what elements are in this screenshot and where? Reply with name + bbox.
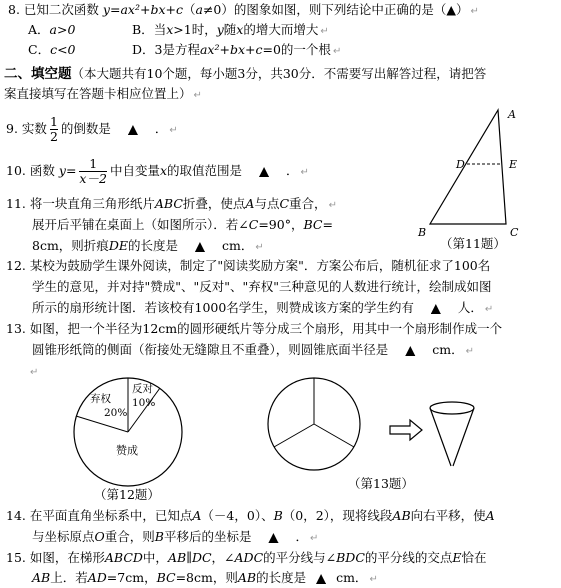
q15-line2: AB上．若AD=7cm，BC=8cm，则AB的长度是 ▲ cm． ↵ — [32, 570, 378, 585]
label-a: A — [508, 108, 516, 121]
answer-mark: ▲ — [195, 238, 205, 253]
slice-oppose-label: 反对 — [132, 383, 153, 395]
q13-line2: 圆锥形纸筒的侧面（衔接处无缝隙且不重叠），则圆锥底面半径是 ▲ cm． ↵ — [32, 342, 475, 357]
label-d: D — [456, 158, 465, 171]
label-b: B — [418, 226, 427, 239]
q9-stem: 9. 实数 $\frac{1}{2}$ 的倒数是 ▲ ． ↵ — [6, 114, 178, 144]
cone-rim — [430, 402, 474, 414]
label-c: C — [510, 226, 519, 239]
q12-line2: 学生的意见，并对持"赞成"、"反对"、"弃权"三种意见的人数进行统计，绘制成如图 — [32, 279, 492, 294]
q15-line1: 15. 如图，在梯形ABCD中，AB∥DC，∠ADC的平分线与∠BDC的平分线的交点E恰在 — [6, 550, 487, 565]
figure-13 — [266, 376, 496, 476]
figure-13-caption: （第13题） — [348, 476, 414, 491]
figure-11-caption: （第11题） — [440, 236, 506, 251]
answer-mark: ▲ — [431, 300, 441, 315]
arrow-right-icon — [390, 420, 422, 440]
q12-line3: 所示的扇形统计图．若该校有1000名学生，则赞成该方案的学生约有 ▲ 人． ↵ — [32, 300, 494, 315]
q8-option-d: D．3是方程ax²+bx+c=0的一个根 ↵ — [132, 42, 342, 57]
q8-option-a: A．a>0 — [28, 22, 76, 37]
q11-line1: 11. 将一块直角三角形纸片ABC折叠，使点A与点C重合， ↵ — [6, 196, 337, 211]
q11-line3: 8cm，则折痕DE的长度是 ▲ cm． ↵ — [32, 238, 264, 253]
q14-line1: 14. 在平面直角坐标系中，已知点A（－4，0）、B（0，2），现将线段AB向右平移，使A — [6, 508, 495, 523]
q8-stem: 8. 已知二次函数 y=ax²+bx+c（a≠0）的图象如图，则下列结论中正确的是（▲） ↵ — [8, 2, 479, 17]
fraction-function: $\frac{1}{x-2}$ — [79, 156, 107, 186]
label-e: E — [509, 158, 518, 171]
figure-12-pie-chart — [60, 372, 200, 490]
section2-heading: 二、填空题（本大题共有10个题，每小题3分，共30分．不需要写出解答过程，请把答 — [4, 66, 487, 82]
q8-option-c: C．c<0 — [28, 42, 76, 57]
answer-mark: ▲ — [259, 163, 269, 178]
figure-11-triangle — [412, 104, 552, 254]
answer-mark: ▲ — [405, 342, 416, 357]
answer-mark: ▲ — [446, 2, 457, 17]
q12-line1: 12. 某校为鼓励学生课外阅读，制定了"阅读奖励方案"．方案公布后，随机征求了100名 — [6, 258, 491, 273]
q8-option-b: B．当x>1时，y随x的增大而增大 ↵ — [132, 22, 329, 37]
answer-mark: ▲ — [128, 121, 138, 136]
answer-mark: ▲ — [268, 529, 279, 544]
slice-approve-label: 赞成 — [116, 444, 138, 457]
q14-line2: 与坐标原点O重合，则B平移后的坐标是 ▲ ． ↵ — [32, 529, 319, 544]
slice-abstain-pct: 20% — [104, 407, 128, 419]
section2-desc: 案直接填写在答题卡相应位置上） ↵ — [4, 86, 202, 101]
fraction-one-half: $\frac{1}{2}$ — [49, 114, 58, 144]
q11-line2: 展开后平铺在桌面上（如图所示）．若∠C=90°，BC= — [32, 217, 333, 232]
figure-12-caption: （第12题） — [94, 487, 160, 502]
slice-oppose-pct: 10% — [132, 397, 156, 409]
answer-mark: ▲ — [316, 570, 326, 585]
q13-line1: 13. 如图，把一个半径为12cm的圆形硬纸片等分成三个扇形，用其中一个扇形制作成一个 — [6, 321, 503, 336]
empty-return: ↵ — [30, 367, 39, 378]
section-title: 二、填空题 — [4, 66, 72, 82]
slice-abstain-label: 弃权 — [90, 393, 111, 405]
q10-stem: 10. 函数 y= $\frac{1}{x-2}$ 中自变量x的取值范围是 ▲ ． ↵ — [6, 156, 309, 186]
